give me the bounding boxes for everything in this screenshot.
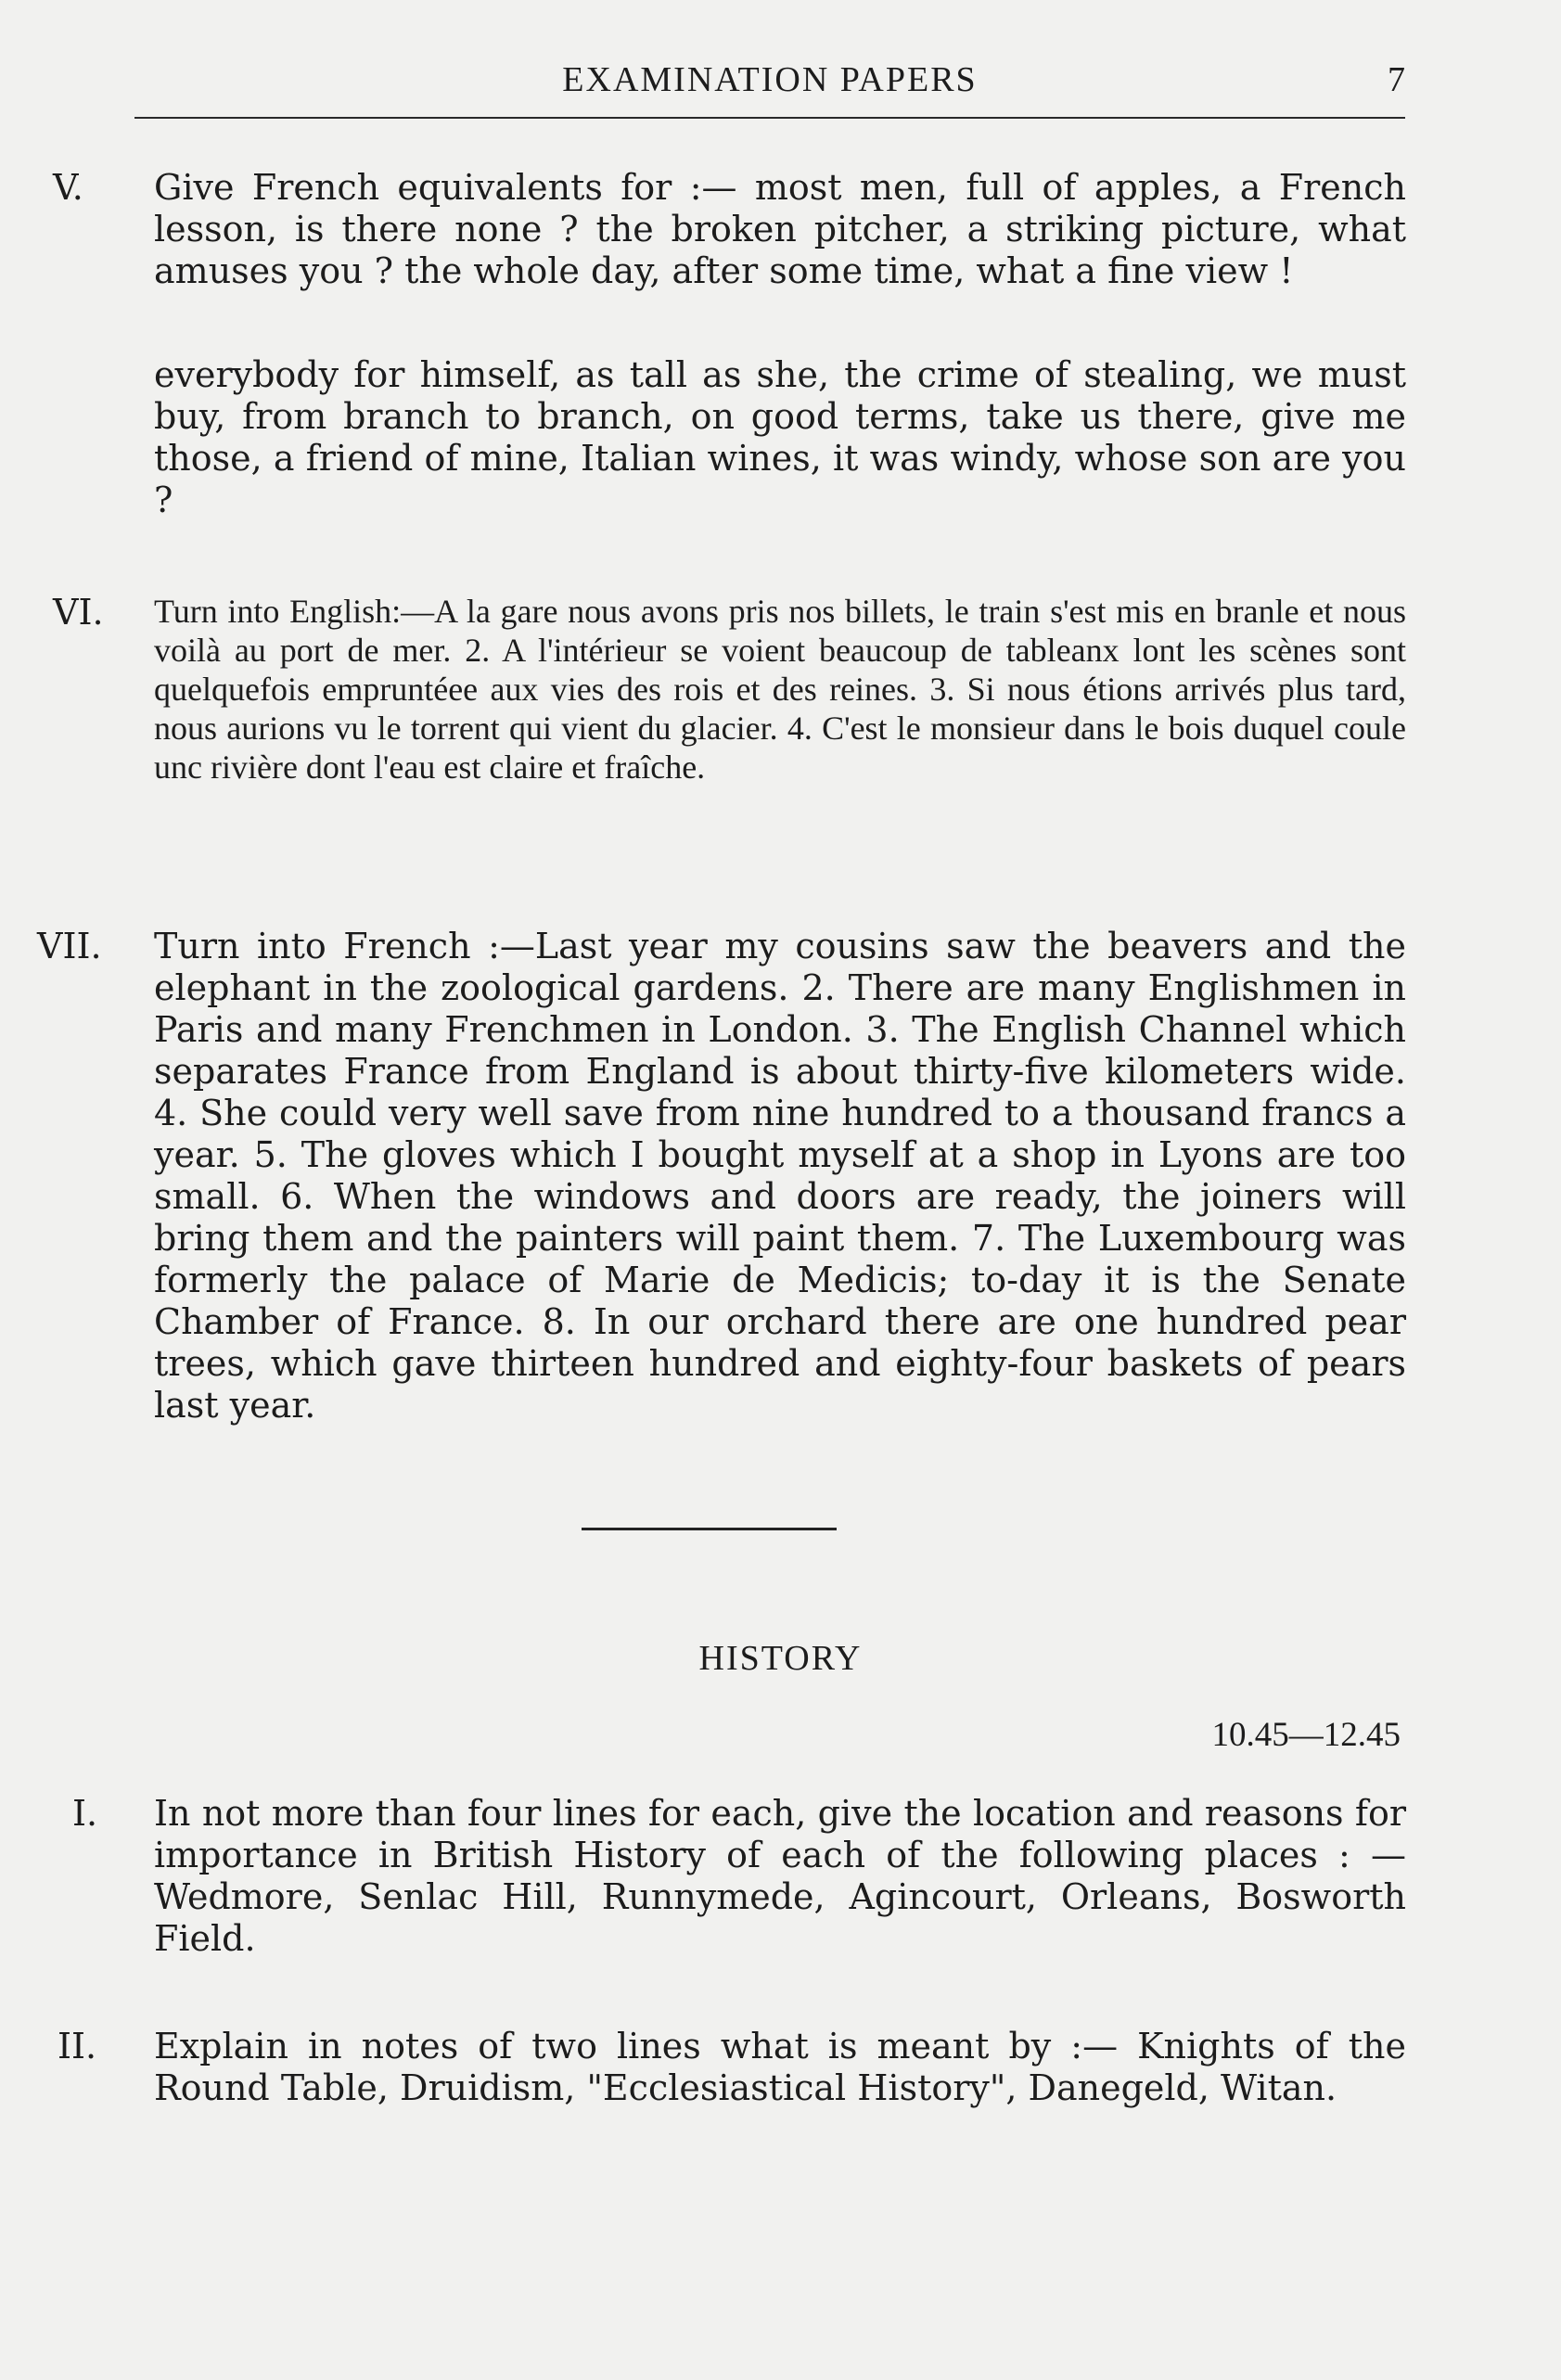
exam-time: 10.45—12.45: [1211, 1716, 1401, 1754]
question-number: VI.: [53, 592, 104, 633]
page-header: [134, 59, 1405, 115]
question-text: Explain in notes of two lines what is meant by :— Knights of the Round Table, Druidism, "Ecclesiastical History", Danegeld, Witan.: [154, 2026, 1406, 2108]
paragraph-gap: [154, 292, 1406, 354]
question-text: [154, 167, 1406, 521]
question-paragraph: Give French equivalents for :— most men, full of apples, a French lesson, is there none ? the broken pitcher, a striking picture, what amuses you ? the whole day, after some time, what a fine view !: [154, 167, 1406, 291]
running-title: EXAMINATION PAPERS: [562, 60, 978, 99]
question-text: Turn into French :—Last year my cousins saw the beavers and the elephant in the zoological gardens. 2. There are many Englishmen in Paris and many Frenchmen in London. 3. The English Channel which separates France from England is about thirty-five kilometers wide. 4. She could very well save from nine hundred to a thousand francs a year. 5. The gloves which I bought myself at a shop in Lyons are too small. 6. When the windows and doors are ready, the joiners will bring them and the painters will paint them. 7. The Luxembourg was formerly the palace of Marie de Medicis; to-day it is the Senate Chamber of France. 8. In our orchard there are one hundred pear trees, which gave thirteen hundred and eighty-four baskets of pears last year.: [154, 926, 1406, 1426]
section-divider: [582, 1528, 837, 1530]
header-rule: [134, 117, 1405, 119]
question-text: In not more than four lines for each, give the location and reasons for importance in British History of each of the following places : —Wedmore, Senlac Hill, Runnymede, Agincourt, Orleans, Bosworth Field.: [154, 1793, 1406, 1959]
page-number: 7: [1388, 60, 1405, 99]
question-number: II.: [58, 2026, 97, 2067]
question-number: I.: [72, 1793, 98, 1834]
question-number: VII.: [37, 926, 102, 966]
section-title: HISTORY: [698, 1639, 863, 1678]
question-paragraph: everybody for himself, as tall as she, the crime of stealing, we must buy, from branch to branch, on good terms, take us there, give me those, a friend of mine, Italian wines, it was windy, whose son are you ?: [154, 354, 1406, 520]
question-number: V.: [53, 167, 83, 208]
question-text: Turn into English:—A la gare nous avons pris nos billets, le train s'est mis en branle et nous voilà au port de mer. 2. A l'intérieur se voient beaucoup de tableanx lont les scènes sont quelquefois empruntéee aux vies des rois et des reines. 3. Si nous étions arrivés plus tard, nous aurions vu le torrent qui vient du glacier. 4. C'est le monsieur dans le bois duquel coule unc rivière dont l'eau est claire et fraîche.: [154, 593, 1406, 786]
